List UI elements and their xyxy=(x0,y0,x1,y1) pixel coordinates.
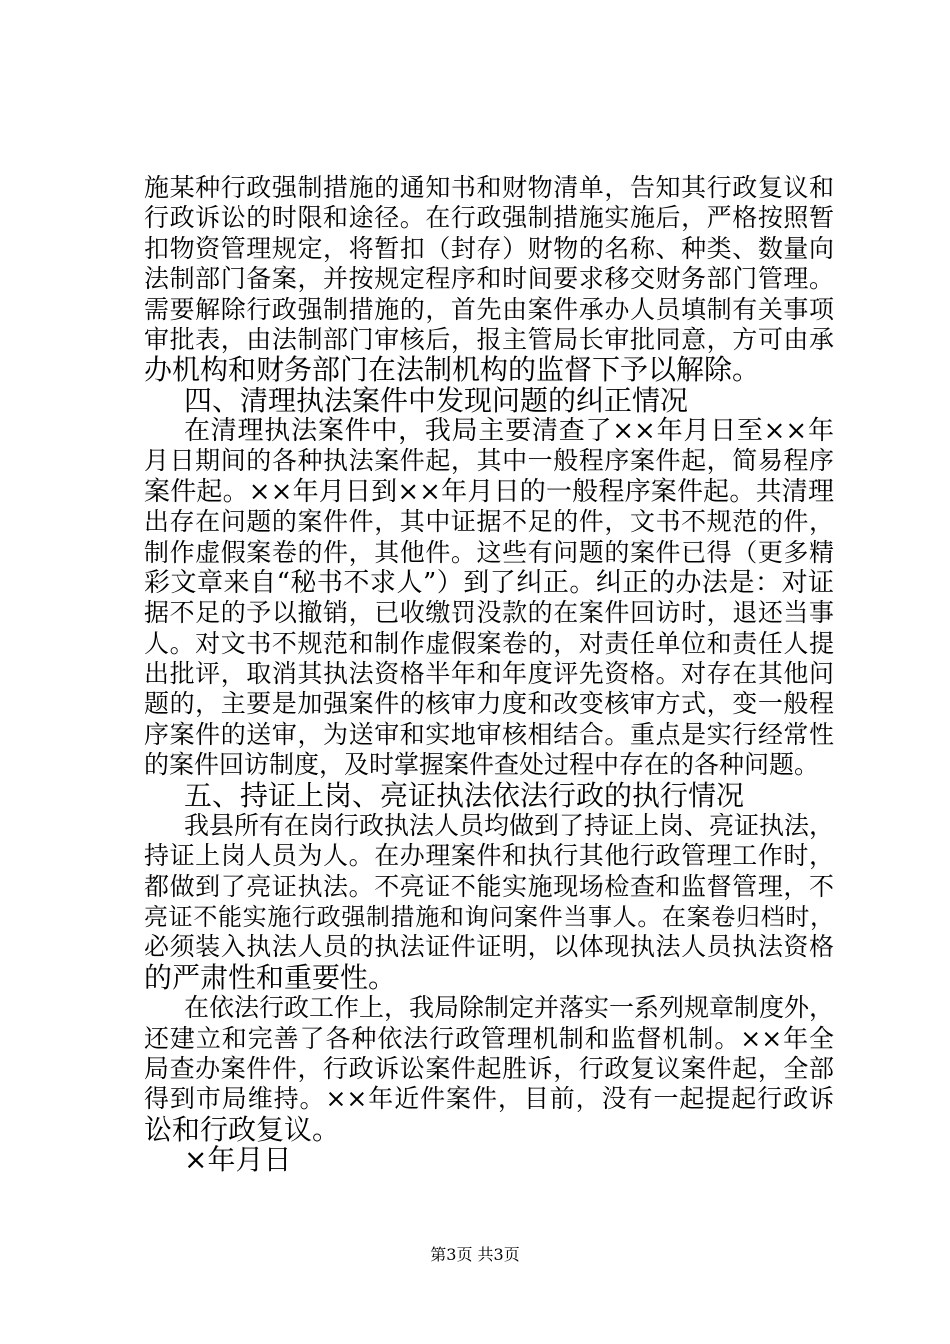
body-line: 行政诉讼的时限和途径。在行政强制措施实施后，严格按照暂 xyxy=(144,203,834,232)
body-line: 在清理执法案件中，我局主要清查了××年月日至××年 xyxy=(184,416,834,446)
body-line: 的严肃性和重要性。 xyxy=(144,961,397,994)
body-line: 据不足的予以撤销，已收缴罚没款的在案件回访时，退还当事 xyxy=(144,598,834,627)
body-line: 出存在问题的案件件，其中证据不足的件，文书不规范的件， xyxy=(144,507,834,536)
body-line: 月日期间的各种执法案件起，其中一般程序案件起，简易程序 xyxy=(144,446,834,475)
body-line: 制作虚假案卷的件，其他件。这些有问题的案件已得（更多精 xyxy=(144,538,834,567)
body-line: 亮证不能实施行政强制措施和询问案件当事人。在案卷归档时， xyxy=(144,903,834,931)
body-line: 讼和行政复议。 xyxy=(144,1113,341,1146)
section-heading: 五、持证上岗、亮证执法依法行政的执行情况 xyxy=(184,779,745,812)
body-line: 案件起。××年月日到××年月日的一般程序案件起。共清理 xyxy=(144,477,834,507)
body-line: 需要解除行政强制措施的，首先由案件承办人员填制有关事项 xyxy=(144,295,834,324)
body-line: 必须装入执法人员的执法证件证明，以体现执法人员执法资格 xyxy=(144,932,834,961)
body-line: 序案件的送审，为送审和实地审核相结合。重点是实行经常性 xyxy=(144,720,834,749)
body-line: 彩文章来自“秘书不求人”）到了纠正。纠正的办法是：对证 xyxy=(144,568,834,598)
body-line: 还建立和完善了各种依法行政管理机制和监督机制。××年全 xyxy=(144,1024,834,1053)
body-line: 法制部门备案，并按规定程序和时间要求移交财务部门管理。 xyxy=(144,264,834,293)
date-line: ×年月日 xyxy=(184,1143,292,1176)
body-line: 在依法行政工作上，我局除制定并落实一系列规章制度外， xyxy=(184,993,835,1022)
body-line: 扣物资管理规定，将暂扣（封存）财物的名称、种类、数量向 xyxy=(144,234,834,263)
body-line: 持证上岗人员为人。在办理案件和执行其他行政管理工作时， xyxy=(144,841,834,870)
body-line: 我县所有在岗行政执法人员均做到了持证上岗、亮证执法， xyxy=(184,811,835,840)
body-line: 得到市局维持。××年近件案件，目前，没有一起提起行政诉 xyxy=(144,1084,834,1113)
body-line: 施某种行政强制措施的通知书和财物清单，告知其行政复议和 xyxy=(144,173,834,202)
body-line: 人。对文书不规范和制作虚假案卷的，对责任单位和责任人提 xyxy=(144,629,834,658)
body-line: 办机构和财务部门在法制机构的监督下予以解除。 xyxy=(144,353,761,386)
body-line: 审批表，由法制部门审核后，报主管局长审批同意，方可由承 xyxy=(144,325,834,354)
body-line: 都做到了亮证执法。不亮证不能实施现场检查和监督管理，不 xyxy=(144,872,834,901)
section-heading: 四、清理执法案件中发现问题的纠正情况 xyxy=(184,384,689,417)
body-line: 的案件回访制度，及时掌握案件查处过程中存在的各种问题。 xyxy=(144,750,820,779)
body-line: 出批评，取消其执法资格半年和年度评先资格。对存在其他问 xyxy=(144,659,834,688)
body-line: 题的，主要是加强案件的核审力度和改变核审方式，变一般程 xyxy=(144,689,834,718)
page-footer: 第3页 共3页 xyxy=(430,1245,520,1264)
body-line: 局查办案件件，行政诉讼案件起胜诉，行政复议案件起，全部 xyxy=(144,1054,834,1083)
